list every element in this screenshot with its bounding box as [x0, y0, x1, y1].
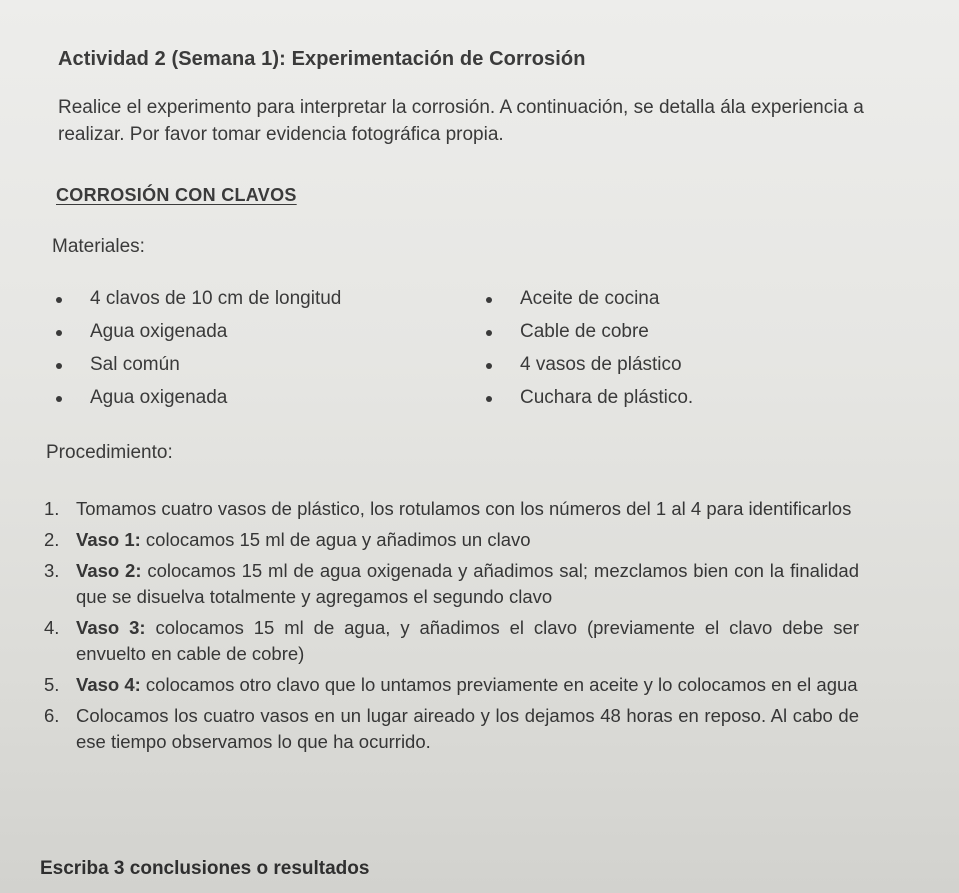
document-title: Actividad 2 (Semana 1): Experimentación de Corrosión — [58, 48, 586, 70]
materials-label: Materiales: — [52, 236, 145, 257]
bullet-icon — [56, 330, 62, 336]
procedure-steps — [44, 496, 859, 760]
step-number: 2. — [44, 529, 60, 550]
list-item — [44, 615, 859, 667]
material-text: Cuchara de plástico. — [520, 387, 694, 408]
materials-row — [48, 354, 908, 387]
step-lead: Vaso 3: — [76, 617, 146, 638]
material-text: Cable de cobre — [520, 321, 649, 342]
bullet-icon — [56, 396, 62, 402]
step-text: Colocamos los cuatro vasos en un lugar aireado y los dejamos 48 horas en reposo. Al cabo de ese tiempo observamos lo que ha ocurrido. — [76, 705, 859, 752]
bullet-icon — [56, 363, 62, 369]
step-text: colocamos 15 ml de agua, y añadimos el clavo (previamente el clavo debe ser envuelto en cable de cobre) — [76, 617, 859, 664]
intro-text: Realice el experimento para interpretar la corrosión. A continuación, se detalla ála experiencia a realizar. Por favor tomar evidencia fotográfica propia. — [58, 97, 864, 145]
step-text: colocamos 15 ml de agua y añadimos un clavo — [140, 529, 531, 550]
materials-list — [48, 288, 908, 420]
materials-row — [48, 387, 908, 420]
bullet-icon — [486, 396, 492, 402]
bullet-icon — [56, 297, 62, 303]
material-text: Aceite de cocina — [520, 288, 660, 309]
step-lead: Vaso 2: — [76, 560, 142, 581]
list-item — [44, 558, 859, 610]
intro-paragraph — [58, 94, 868, 148]
list-item — [44, 672, 859, 698]
bullet-icon — [486, 363, 492, 369]
material-text: 4 vasos de plástico — [520, 354, 682, 375]
step-text: colocamos 15 ml de agua oxigenada y añadimos sal; mezclamos bien con la finalidad que se disuelva totalmente y agregamos el segundo clavo — [76, 560, 859, 607]
step-number: 3. — [44, 560, 60, 581]
step-number: 6. — [44, 705, 60, 726]
bullet-icon — [486, 330, 492, 336]
step-lead: Vaso 1: — [76, 529, 141, 550]
step-number: 4. — [44, 617, 60, 638]
step-lead: Vaso 4: — [76, 674, 141, 695]
step-number: 5. — [44, 674, 60, 695]
step-text: colocamos otro clavo que lo untamos previamente en aceite y lo colocamos en el agua — [140, 674, 858, 695]
list-item — [44, 527, 859, 553]
section-heading: CORROSIÓN CON CLAVOS — [56, 185, 297, 205]
material-text: Sal común — [90, 354, 180, 375]
bullet-icon — [486, 297, 492, 303]
material-text: 4 clavos de 10 cm de longitud — [90, 288, 342, 309]
materials-row — [48, 288, 908, 321]
list-item — [44, 496, 859, 522]
material-text: Agua oxigenada — [90, 321, 228, 342]
conclusion-prompt: Escriba 3 conclusiones o resultados — [40, 858, 370, 879]
material-text: Agua oxigenada — [90, 387, 228, 408]
list-item — [44, 703, 859, 755]
materials-row — [48, 321, 908, 354]
procedure-label: Procedimiento: — [46, 442, 173, 463]
step-text: Tomamos cuatro vasos de plástico, los rotulamos con los números del 1 al 4 para identificarlos — [76, 498, 852, 519]
step-number: 1. — [44, 498, 60, 519]
